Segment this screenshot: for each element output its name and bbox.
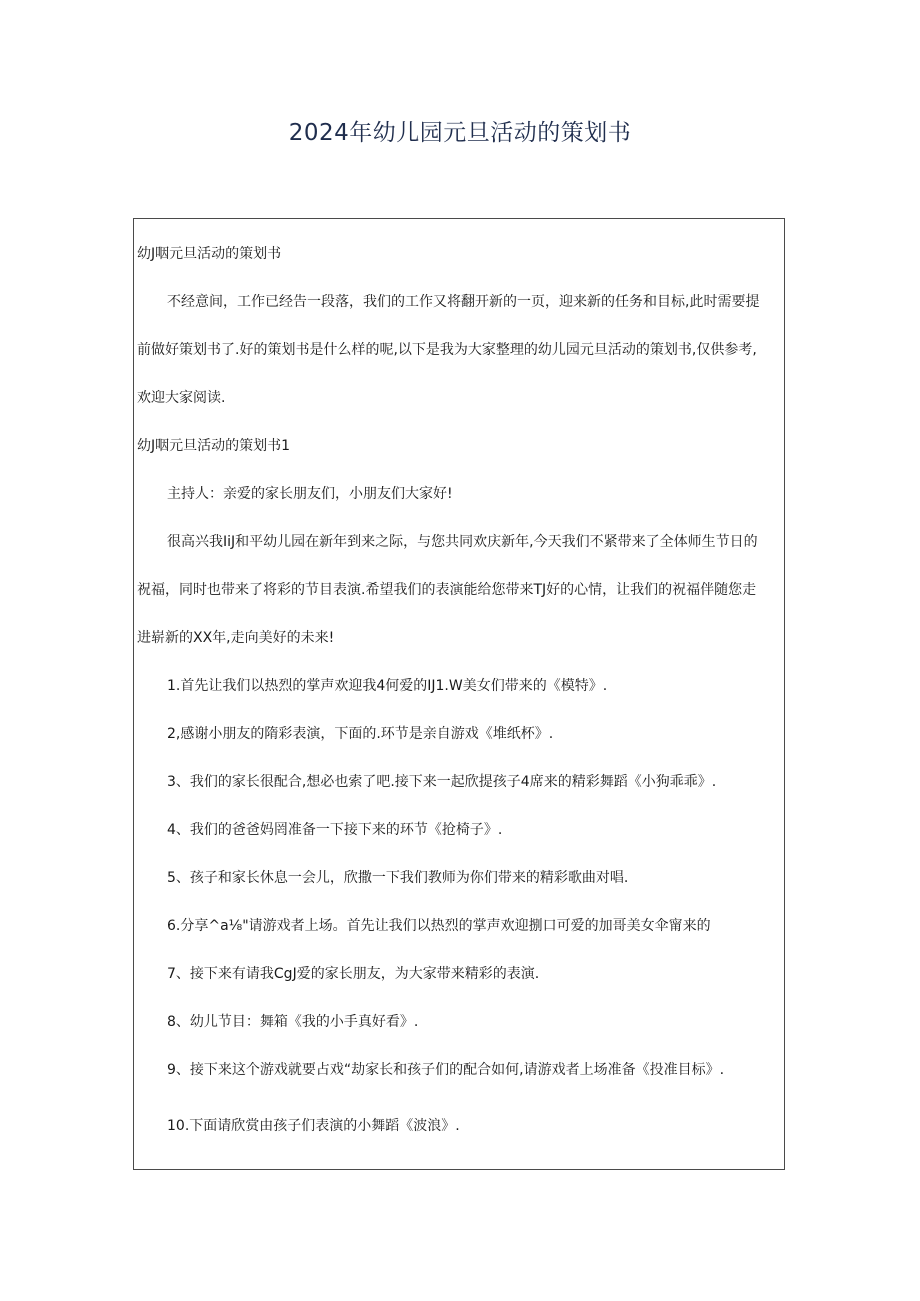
program-item-3: 3、我们的家长很配合,想必也索了吧.接下来一起欣提孩子4席来的精彩舞蹈《小狗乖乖》. [167, 774, 717, 790]
program-item-1: 1.首先让我们以热烈的掌声欢迎我4何爱的IJ1.W美女们带来的《模特》. [167, 678, 608, 694]
intro-line-1: 不经意间，工作已经告一段落，我们的工作又将翻开新的一页，迎来新的任务和目标,此时需要提 [167, 294, 760, 310]
section-heading: 幼J咽元旦活动的策划书1 [137, 438, 291, 454]
program-item-4: 4、我们的爸爸妈罔准备一下接下来的环节《抢椅子》. [167, 822, 503, 838]
intro-line-2: 前做好策划书了.好的策划书是什么样的呢,以下是我为大家整理的幼儿园元旦活动的策划书,仅供参考, [137, 342, 757, 358]
program-item-5: 5、孩子和家长休息一会儿，欣撒一下我们教师为你们带来的精彩歌曲对唱. [167, 870, 629, 886]
page-title: 2024年幼儿园元旦活动的策划书 [288, 120, 632, 146]
program-item-9: 9、接下来这个游戏就要占戏“劫家长和孩子们的配合如何,请游戏者上场准备《投准目标》. [167, 1062, 725, 1078]
host-line: 主持人：亲爱的家长朋友们，小朋友们大家好! [167, 486, 453, 502]
welcome-line-3: 进崭新的XX年,走向美好的未来! [137, 630, 335, 646]
welcome-line-1: 很高兴我IiJ和平幼儿园在新年到来之际，与您共同欢庆新年,今天我们不紧带来了全体师生节日的 [167, 534, 758, 550]
program-item-6: 6.分享^a⅛"请游戏者上场。首先让我们以热烈的掌声欢迎捌口可爱的加哥美女伞甯来的 [167, 918, 711, 934]
intro-line-3: 欢迎大家阅读. [137, 390, 226, 406]
program-item-10: 10.下面请欣赏由孩子们表演的小舞蹈《波浪》. [167, 1118, 460, 1134]
document-heading: 幼J咽元旦活动的策划书 [137, 246, 282, 262]
content-box [133, 218, 785, 1170]
program-item-8: 8、幼儿节目：舞箱《我的小手真好看》. [167, 1014, 419, 1030]
program-item-7: 7、接下来有请我CgJ爱的家长朋友，为大家带来精彩的表演. [167, 966, 540, 982]
welcome-line-2: 祝福，同时也带来了将彩的节目表演.希望我们的表演能给您带来TJ好的心情，让我们的祝福伴随您走 [137, 582, 757, 598]
program-item-2: 2,感谢小朋友的隋彩表演，下面的.环节是亲自游戏《堆纸杯》. [167, 726, 554, 742]
